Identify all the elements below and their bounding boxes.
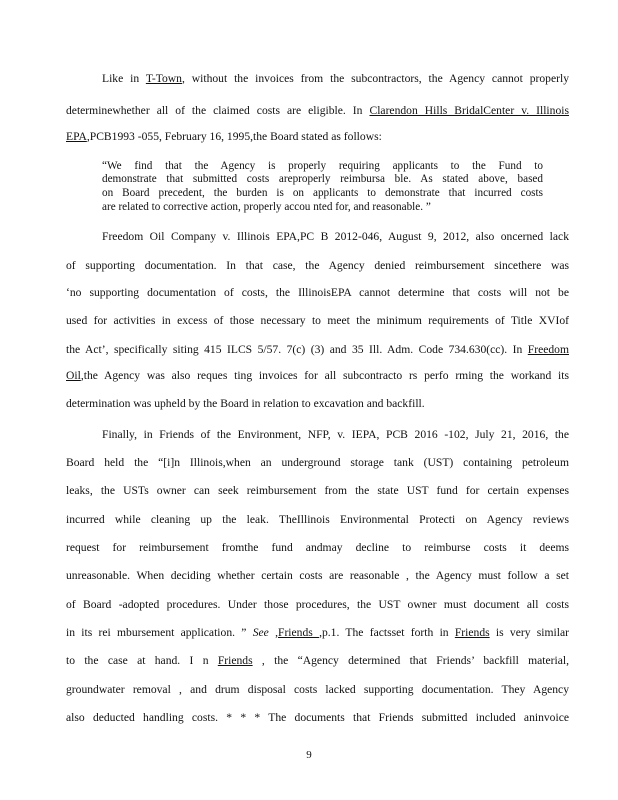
case-name-underlined: T-Town (145, 72, 182, 85)
body-line: of Board -adopted procedures. Under those procedures, the UST owner must document all costs (66, 598, 569, 611)
body-line: Freedom Oil Company v. Illinois EPA,PC B 2012-046, August 9, 2012, also oncerned lack (102, 230, 569, 243)
body-line: leaks, the USTs owner can seek reimbursement from the state UST fund for certain expenses (66, 484, 569, 497)
case-name-underlined: Freedom (527, 343, 569, 356)
body-line: of supporting documentation. In that case, the Agency denied reimbursement sincethere was (66, 259, 569, 272)
body-line: also deducted handling costs. * * * The documents that Friends submitted included aninvoice (66, 711, 569, 724)
body-line: groundwater removal , and drum disposal costs lacked supporting documentation. They Agency (66, 683, 569, 696)
signal-see: See (252, 626, 269, 639)
body-line: Finally, in Friends of the Environment, NFP, v. IEPA, PCB 2016 -102, July 21, 2016, the (102, 428, 569, 441)
body-line: EPA,PCB1993 -055, February 16, 1995,the Board stated as follows: (66, 130, 382, 143)
case-name-underlined: Oil (66, 369, 81, 382)
case-name-underlined: Clarendon Hills BridalCenter v. Illinois (369, 104, 569, 117)
body-line: ‘no supporting documentation of costs, the IllinoisEPA cannot determine that costs will not be (66, 286, 569, 299)
body-line: incurred while cleaning up the leak. TheIllinois Environmental Protecti on Agency reviews (66, 513, 569, 526)
body-line: to the case at hand. I n Friends , the “Agency determined that Friends’ backfill material, (66, 654, 569, 667)
page-number: 9 (306, 749, 312, 761)
quote-line: demonstrate that submitted costs areproperly reimbursa ble. As stated above, based (102, 173, 543, 185)
body-line: used for activities in excess of those necessary to meet the minimum requirements of Title XVIof (66, 314, 569, 327)
quote-line: are related to corrective action, properly accou nted for, and reasonable. ” (102, 201, 431, 213)
body-line: in its rei mbursement application. ” See ,Friends ,p.1. The factsset forth in Friends is very similar (66, 626, 569, 639)
body-line: determination was upheld by the Board in relation to excavation and backfill. (66, 397, 425, 410)
case-name-underlined: EPA (66, 130, 87, 143)
body-line: Like in T-Town, without the invoices from the subcontractors, the Agency cannot properly (102, 72, 569, 85)
case-name-underlined: Friends (278, 626, 320, 639)
body-line: request for reimbursement fromthe fund andmay decline to reimburse costs it deems (66, 541, 569, 554)
quote-line: on Board precedent, the burden is on applicants to demonstrate that incurred costs (102, 187, 543, 199)
quote-line: “We find that the Agency is properly requiring applicants to the Fund to (102, 160, 543, 172)
body-line: Board held the “[i]n Illinois,when an underground storage tank (UST) containing petroleum (66, 456, 569, 469)
body-line: unreasonable. When deciding whether certain costs are reasonable , the Agency must follow a set (66, 569, 569, 582)
body-line: determinewhether all of the claimed costs are eligible. In Clarendon Hills BridalCenter v. Illinois (66, 104, 569, 117)
body-line: the Act’, specifically siting 415 ILCS 5/57. 7(c) (3) and 35 Ill. Adm. Code 734.630(cc). In Freedom (66, 343, 569, 356)
case-name-underlined: Friends (217, 654, 253, 667)
body-line: Oil,the Agency was also reques ting invoices for all subcontracto rs perfo rming the workand its (66, 369, 569, 382)
case-name-underlined: Friends (454, 626, 490, 639)
